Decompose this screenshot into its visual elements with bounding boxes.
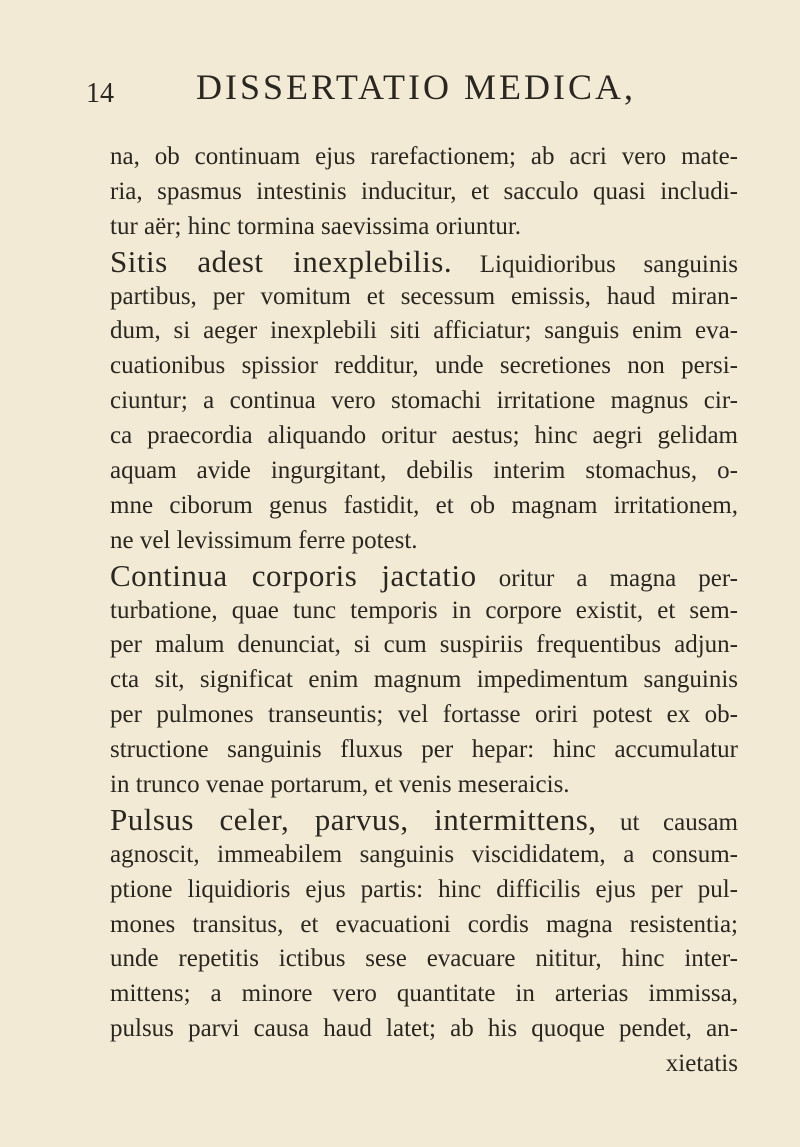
text-line: mones transitus, et evacuationi cordis magna resistentia; [110,910,738,938]
text-line: mne ciborum genus fastidit, et ob magnam irritationem, [110,491,738,519]
text-line: ptione liquidioris ejus partis: hinc difficilis ejus per pul- [110,875,738,903]
text-line: pulsus parvi causa haud latet; ab his quoque pendet, an- [110,1015,738,1043]
text-line: Continua corporis jactatio oritur a magna per- [110,557,738,593]
text-line: partibus, per vomitum et secessum emissis, haud miran- [110,282,738,310]
page-number: 14 [86,78,114,109]
body-text [110,140,738,1082]
text-line: ne vel levissimum ferre potest. [110,526,418,554]
text-line: ria, spasmus intestinis inducitur, et sacculo quasi includi- [110,177,738,205]
text-line: in trunco venae portarum, et venis meseraicis. [110,771,570,799]
text-line: na, ob continuam ejus rarefactionem; ab acri vero mate- [110,143,738,170]
text-line: Pulsus celer, parvus, intermittens, ut causam [110,801,738,837]
text-line: cta sit, significat enim magnum impedimentum sanguinis [110,666,738,694]
catchword: xietatis [665,1050,738,1078]
section-heading: Continua corporis jactatio [110,557,477,593]
text-line: ca praecordia aliquando oritur aestus; hinc aegri gelidam [110,422,738,450]
text-line: mittens; a minore vero quantitate in arterias immissa, [110,980,738,1008]
text-line: unde repetitis ictibus sese evacuare nititur, hinc inter- [110,945,738,973]
text-line: per pulmones transeuntis; vel fortasse oriri potest ex ob- [110,701,738,729]
text-line: cuationibus spissior redditur, unde secretiones non persi- [110,352,738,380]
text-line: structione sanguinis fluxus per hepar: hinc accumulatur [110,736,738,764]
text-line: turbatione, quae tunc temporis in corpore existit, et sem- [110,596,738,624]
section-heading: Pulsus celer, parvus, intermittens, [110,801,597,837]
section-heading: Sitis adest inexplebilis. [110,243,453,279]
text-line: dum, si aeger inexplebili siti afficiatur; sanguis enim eva- [110,317,738,345]
running-title: DISSERTATIO MEDICA, [196,67,636,107]
text-line: per malum denunciat, si cum suspiriis frequentibus adjun- [110,631,738,659]
text-line: aquam avide ingurgitant, debilis interim stomachus, o- [110,457,738,485]
running-head [86,66,760,116]
text-line: Sitis adest inexplebilis. Liquidioribus sanguinis [110,243,738,279]
text-line: tur aër; hinc tormina saevissima oriuntur. [110,212,522,240]
text-line: ciuntur; a continua vero stomachi irritatione magnus cir- [110,387,738,415]
text-line: agnoscit, immeabilem sanguinis viscididatem, a consum- [110,840,738,868]
